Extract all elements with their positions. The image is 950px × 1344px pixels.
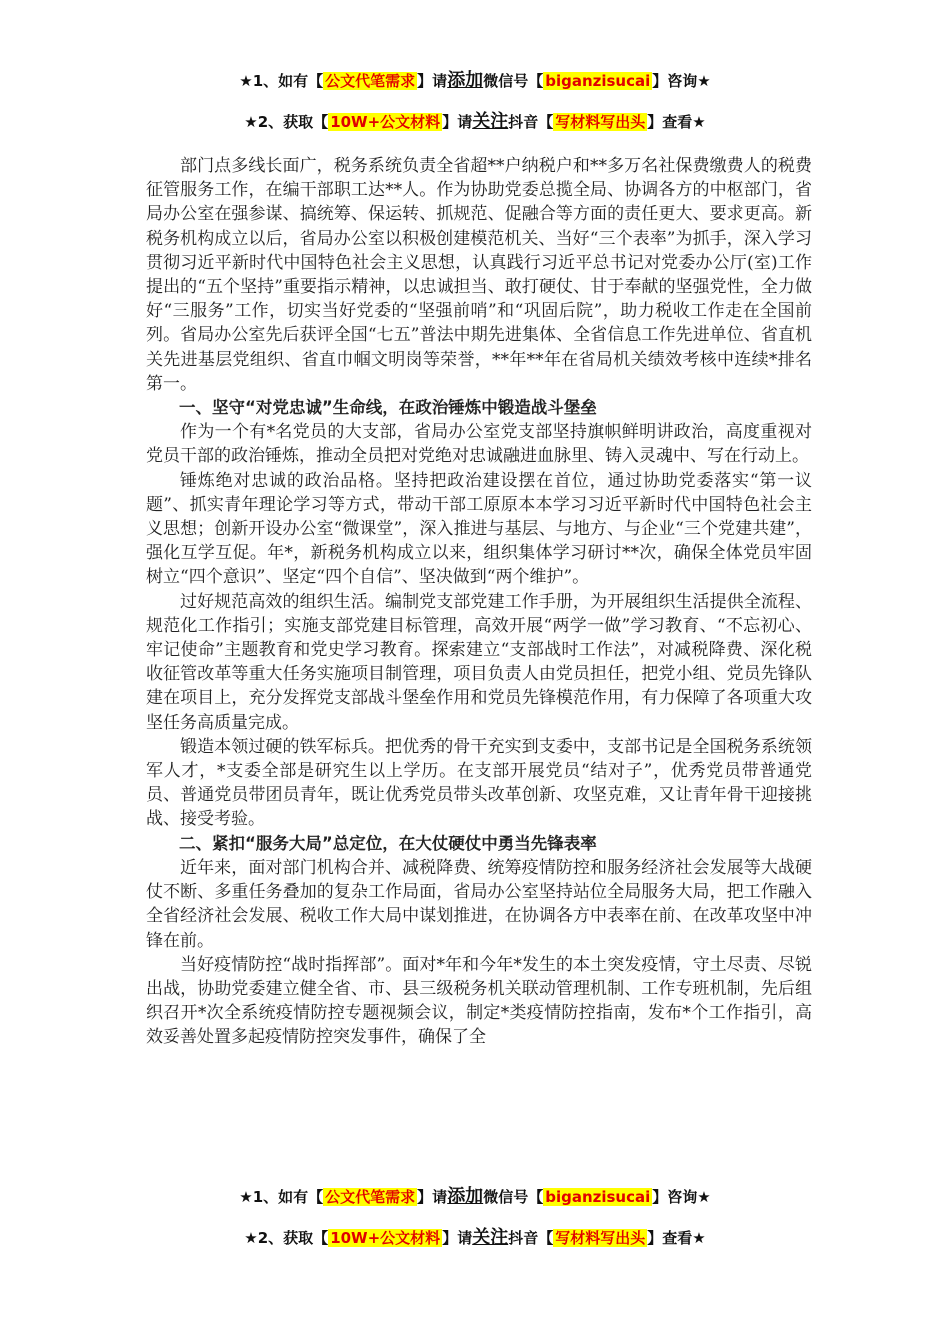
banner-underline: 添加 (447, 1186, 484, 1207)
banner-text: 微信号【 (483, 1188, 544, 1206)
paragraph: 过好规范高效的组织生活。编制党支部党建工作手册，为开展组织生活提供全流程、规范化工作指引；实施支部党建目标管理，高效开展“两学一做”学习教育、“不忘初心、牢记使命”主题教育和党史学习教育。探索建立“支部战时工作法”，对减税降费、深化税收征管改革等重大任务实施项目制管理，项目负责人由党员担任，把党小组、党员先锋队建在项目上，充分发挥党支部战斗堡垒作用和党员先锋模范作用，有力保障了各项重大攻坚任务高质量完成。 (146, 591, 812, 733)
banner-text: ★2、获取【 (244, 1229, 329, 1247)
document-body (146, 154, 812, 1050)
banner-text: 微信号【 (483, 72, 544, 90)
banner-text: 】查看★ (647, 1229, 706, 1247)
banner-highlight: 公文代笔需求 (325, 72, 416, 90)
top-banner-line-1 (0, 70, 950, 92)
paragraph: 锤炼绝对忠诚的政治品格。坚持把政治建设摆在首位，通过协助党委落实“第一议题”、抓实青年理论学习等方式，带动干部工原原本本学习习近平新时代中国特色社会主义思想；创新开设办公室“微课堂”，深入推进与基层、与地方、与企业“三个党建共建”，强化互学互促。年*，新税务机构成立以来，组织集体学习研讨**次，确保全体党员牢固树立“四个意识”、坚定“四个自信”、坚决做到“两个维护”。 (146, 470, 812, 588)
banner-text: 抖音【 (508, 1229, 554, 1247)
top-banner-line-2 (0, 111, 950, 133)
banner-text: 】请 (417, 72, 448, 90)
banner-highlight: biganzisucai (545, 1188, 651, 1206)
paragraph: 锻造本领过硬的铁军标兵。把优秀的骨干充实到支委中，支部书记是全国税务系统领军人才，*支委全部是研究生以上学历。在支部开展党员“结对子”，优秀党员带普通党员、普通党员带团员青年，既让优秀党员带头改革创新、攻坚克难，又让青年骨干迎接挑战、接受考验。 (146, 736, 812, 830)
paragraph: 当好疫情防控“战时指挥部”。面对*年和今年*发生的本土突发疫情，守土尽责、尽锐出战，协助党委建立健全省、市、县三级税务机关联动管理机制、工作专班机制，先后组织召开*次全系统疫情防控专题视频会议，制定*类疫情防控指南，发布*个工作指引，高效妥善处置多起疫情防控突发事件，确保了全 (146, 954, 812, 1048)
banner-text: 】请 (442, 113, 473, 131)
paragraph: 近年来，面对部门机构合并、减税降费、统筹疫情防控和服务经济社会发展等大战硬仗不断、多重任务叠加的复杂工作局面，省局办公室坚持站位全局服务大局，把工作融入全省经济社会发展、税收工作大局中谋划推进，在协调各方中表率在前、在改革攻坚中冲锋在前。 (146, 857, 812, 951)
banner-text: 】咨询★ (652, 72, 711, 90)
banner-underline: 关注 (472, 1227, 509, 1248)
bottom-banner-line-1 (0, 1186, 950, 1208)
banner-highlight: 10W+公文材料 (330, 113, 441, 131)
banner-highlight: 10W+公文材料 (330, 1229, 441, 1247)
banner-highlight: 写材料写出头 (555, 113, 646, 131)
banner-highlight: 公文代笔需求 (325, 1188, 416, 1206)
banner-text: 】咨询★ (652, 1188, 711, 1206)
banner-highlight: biganzisucai (545, 72, 651, 90)
banner-underline: 添加 (447, 70, 484, 91)
banner-text: ★1、如有【 (239, 72, 324, 90)
section-heading: 一、坚守“对党忠诚”生命线，在政治锤炼中锻造战斗堡垒 (179, 398, 597, 418)
banner-text: ★2、获取【 (244, 113, 329, 131)
banner-text: 】查看★ (647, 113, 706, 131)
section-heading: 二、紧扣“服务大局”总定位，在大仗硬仗中勇当先锋表率 (179, 833, 597, 853)
banner-underline: 关注 (472, 111, 509, 132)
banner-text: 】请 (417, 1188, 448, 1206)
bottom-banner-line-2 (0, 1227, 950, 1249)
banner-text: 】请 (442, 1229, 473, 1247)
paragraph: 作为一个有*名党员的大支部，省局办公室党支部坚持旗帜鲜明讲政治，高度重视对党员干部的政治锤炼，推动全员把对党绝对忠诚融进血脉里、铸入灵魂中、写在行动上。 (146, 422, 812, 467)
banner-highlight: 写材料写出头 (555, 1229, 646, 1247)
paragraph: 部门点多线长面广，税务系统负责全省超**户纳税户和**多万名社保费缴费人的税费征管服务工作，在编干部职工达**人。作为协助党委总揽全局、协调各方的中枢部门，省局办公室在强参谋、搞统筹、保运转、抓规范、促融合等方面的责任更大、要求更高。新税务机构成立以后，省局办公室以积极创建模范机关、当好“三个表率”为抓手，深入学习贯彻习近平新时代中国特色社会主义思想，认真践行习近平总书记对党委办公厅(室)工作提出的“五个坚持”重要指示精神，以忠诚担当、敢打硬仗、甘于奉献的坚强党性，全力做好“三服务”工作，切实当好党委的“坚强前哨”和“巩固后院”，助力税收工作走在全国前列。省局办公室先后获评全国“七五”普法中期先进集体、全省信息工作先进单位、省直机关先进基层党组织、省直巾帼文明岗等荣誉，**年**年在省局机关绩效考核中连续*排名第一。 (146, 156, 812, 394)
banner-text: 抖音【 (508, 113, 554, 131)
banner-text: ★1、如有【 (239, 1188, 324, 1206)
